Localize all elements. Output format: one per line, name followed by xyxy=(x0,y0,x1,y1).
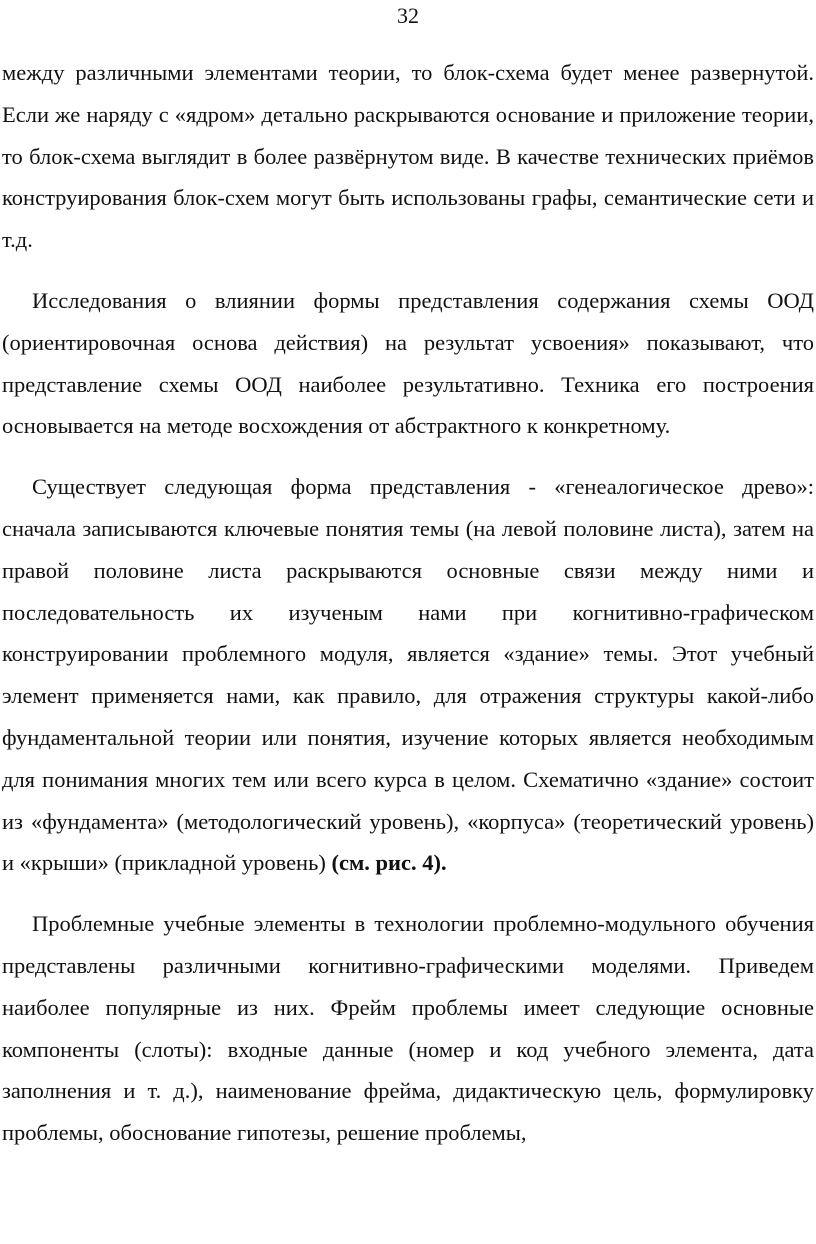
document-body xyxy=(2,52,814,1154)
paragraph-1: между различными элементами теории, то блок-схема будет менее развернутой. Если же наряду с «ядром» детально раскрываются основание и приложение теории, то блок-схема выглядит в более развёрнутом виде. В качестве технических приёмов конструирования блок-схем могут быть использованы графы, семантические сети и т.д. xyxy=(2,60,814,253)
paragraph-4: Проблемные учебные элементы в технологии проблемно-модульного обучения представлены различными когнитивно-графическими моделями. Приведем наиболее популярные из них. Фрейм проблемы имеет следующие основные компоненты (слоты): входные данные (номер и код учебного элемента, дата заполнения и т. д.), наименование фрейма, дидактическую цель, формулировку проблемы, обоснование гипотезы, решение проблемы, xyxy=(2,911,814,1146)
paragraph-2: Исследования о влиянии формы представления содержания схемы ООД (ориентировочная основа действия) на результат усвоения» показывают, что представление схемы ООД наиболее результативно. Техника его построения основывается на методе восхождения от абстрактного к конкретному. xyxy=(2,287,814,439)
paragraph-3 xyxy=(2,466,814,884)
figure-reference: (см. рис. 4). xyxy=(331,850,447,876)
page-number: 32 xyxy=(397,3,419,28)
paragraph-3-text: Существует следующая форма представления - «генеалогическое древо»: сначала записываются ключевые понятия темы (на левой половине листа), затем на правой половине листа раскрываются основные связи между ними и последовательность их изученым нами при когнитивно-графическом конструировании проблемного модуля, является «здание» темы. Этот учебный элемент применяется нами, как правило, для отражения структуры какой-либо фундаментальной теории или понятия, изучение которых является необходимым для понимания многих тем или всего курса в целом. Схематично «здание» состоит из «фундамента» (методологический уровень), «корпуса» (теоретический уровень) и «крыши» (прикладной уровень) xyxy=(2,474,814,876)
